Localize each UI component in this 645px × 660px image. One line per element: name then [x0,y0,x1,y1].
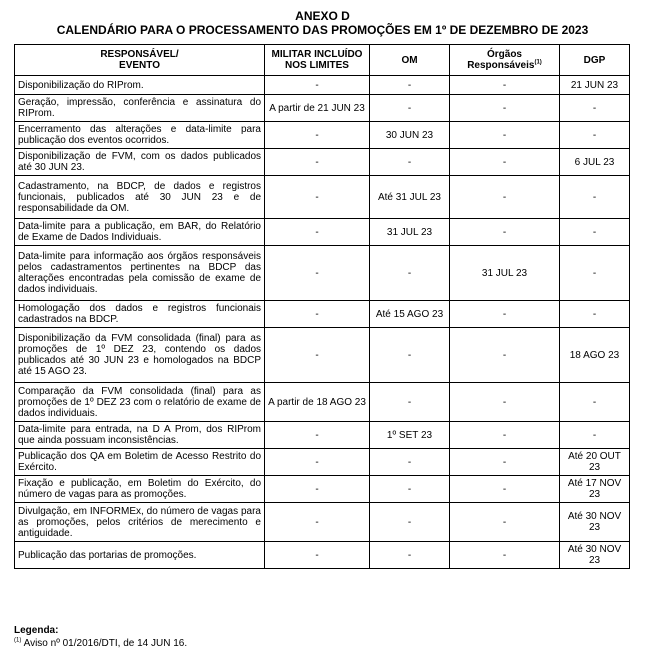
table-row [15,122,630,149]
dgp-cell: - [560,422,630,449]
header-orgaos-footnote: (1) [534,59,542,66]
event-cell: Geração, impressão, conferência e assinatura do RIProm. [15,95,265,122]
orgaos-cell: - [450,542,560,569]
table-row [15,149,630,176]
om-cell: - [370,449,450,476]
om-cell: Até 15 AGO 23 [370,301,450,328]
orgaos-cell: - [450,449,560,476]
header-row [15,45,630,76]
om-cell: 30 JUN 23 [370,122,450,149]
event-cell: Disponibilização do RIProm. [15,76,265,95]
table-row [15,246,630,301]
orgaos-cell: - [450,176,560,219]
orgaos-cell: - [450,383,560,422]
orgaos-cell: 31 JUL 23 [450,246,560,301]
event-cell: Publicação das portarias de promoções. [15,542,265,569]
document-title: CALENDÁRIO PARA O PROCESSAMENTO DAS PROMOÇÕES EM 1º DE DEZEMBRO DE 2023 [56,23,589,37]
om-cell: - [370,476,450,503]
header-om: OM [370,45,450,76]
militar-cell: - [265,449,370,476]
table-row [15,95,630,122]
table-row [15,542,630,569]
orgaos-cell: - [450,328,560,383]
dgp-cell: Até 30 NOV 23 [560,542,630,569]
orgaos-cell: - [450,76,560,95]
dgp-cell: 6 JUL 23 [560,149,630,176]
header-event-line2: EVENTO [119,60,160,71]
header-dgp: DGP [560,45,630,76]
orgaos-cell: - [450,122,560,149]
event-cell: Publicação dos QA em Boletim de Acesso Restrito do Exército. [15,449,265,476]
event-cell: Homologação dos dados e registros funcionais cadastrados na BDCP. [15,301,265,328]
dgp-cell: Até 20 OUT 23 [560,449,630,476]
om-cell: - [370,503,450,542]
militar-cell: - [265,246,370,301]
orgaos-cell: - [450,95,560,122]
event-cell: Data-limite para informação aos órgãos responsáveis pelos cadastramentos pertinentes na BDCP das alterações encontradas pela comissão de exame de dados individuais. [15,246,265,301]
legend-note-text: Aviso nº 01/2016/DTI, de 14 JUN 16. [23,638,188,649]
militar-cell: - [265,476,370,503]
header-militar-line1: MILITAR INCLUÍDO [271,49,363,60]
event-cell: Fixação e publicação, em Boletim do Exército, do número de vagas para as promoções. [15,476,265,503]
table-row [15,503,630,542]
militar-cell: - [265,176,370,219]
calendar-table [14,44,630,569]
header-orgaos-label: Órgãos Responsáveis [467,49,535,71]
dgp-cell: - [560,219,630,246]
table-row [15,476,630,503]
table-row [15,176,630,219]
militar-cell: - [265,503,370,542]
militar-cell: - [265,328,370,383]
orgaos-cell: - [450,503,560,542]
orgaos-cell: - [450,301,560,328]
event-cell: Data-limite para entrada, na D A Prom, dos RIProm que ainda possuam inconsistências. [15,422,265,449]
militar-cell: A partir de 18 AGO 23 [265,383,370,422]
table-body [15,76,630,569]
om-cell: - [370,383,450,422]
militar-cell: - [265,122,370,149]
table-row [15,328,630,383]
legend-note [14,637,187,650]
militar-cell: - [265,542,370,569]
table-row [15,219,630,246]
event-cell: Divulgação, em INFORMEx, do número de vagas para as promoções, pelos critérios de merecimento e antiguidade. [15,503,265,542]
event-cell: Comparação da FVM consolidada (final) para as promoções de 1º DEZ 23 com o relatório de exame de dados individuais. [15,383,265,422]
dgp-cell: Até 17 NOV 23 [560,476,630,503]
legend-note-marker: (1) [14,637,22,644]
orgaos-cell: - [450,476,560,503]
header-militar-line2: NOS LIMITES [285,60,349,71]
dgp-cell: - [560,383,630,422]
event-cell: Data-limite para a publicação, em BAR, do Relatório de Exame de Dados Individuais. [15,219,265,246]
dgp-cell: - [560,122,630,149]
dgp-cell: - [560,301,630,328]
om-cell: Até 31 JUL 23 [370,176,450,219]
om-cell: - [370,328,450,383]
om-cell: - [370,95,450,122]
table-row [15,383,630,422]
event-cell: Cadastramento, na BDCP, de dados e registros funcionais, publicados até 30 JUN 23 e de responsabilidade da OM. [15,176,265,219]
militar-cell: - [265,76,370,95]
table-row [15,301,630,328]
dgp-cell: Até 30 NOV 23 [560,503,630,542]
om-cell: - [370,149,450,176]
header-militar [265,45,370,76]
legend [14,624,187,650]
header-event-line1: RESPONSÁVEL/ [100,49,179,60]
dgp-cell: 21 JUN 23 [560,76,630,95]
dgp-cell: - [560,176,630,219]
militar-cell: A partir de 21 JUN 23 [265,95,370,122]
event-cell: Disponibilização da FVM consolidada (final) para as promoções de 1º DEZ 23, contendo os dados publicados até 30 JUN 23 e homologados na BDCP até 15 AGO 23. [15,328,265,383]
event-cell: Encerramento das alterações e data-limite para publicação dos eventos ocorridos. [15,122,265,149]
table-row [15,76,630,95]
legend-heading: Legenda: [14,625,59,636]
dgp-cell: - [560,95,630,122]
dgp-cell: - [560,246,630,301]
militar-cell: - [265,422,370,449]
orgaos-cell: - [450,149,560,176]
orgaos-cell: - [450,422,560,449]
om-cell: - [370,542,450,569]
table-row [15,422,630,449]
militar-cell: - [265,219,370,246]
dgp-cell: 18 AGO 23 [560,328,630,383]
om-cell: 31 JUL 23 [370,219,450,246]
militar-cell: - [265,301,370,328]
header-orgaos [450,45,560,76]
header-event [15,45,265,76]
orgaos-cell: - [450,219,560,246]
event-cell: Disponibilização de FVM, com os dados publicados até 30 JUN 23. [15,149,265,176]
annex-label: ANEXO D [295,9,350,23]
om-cell: 1º SET 23 [370,422,450,449]
om-cell: - [370,246,450,301]
om-cell: - [370,76,450,95]
militar-cell: - [265,149,370,176]
table-row [15,449,630,476]
